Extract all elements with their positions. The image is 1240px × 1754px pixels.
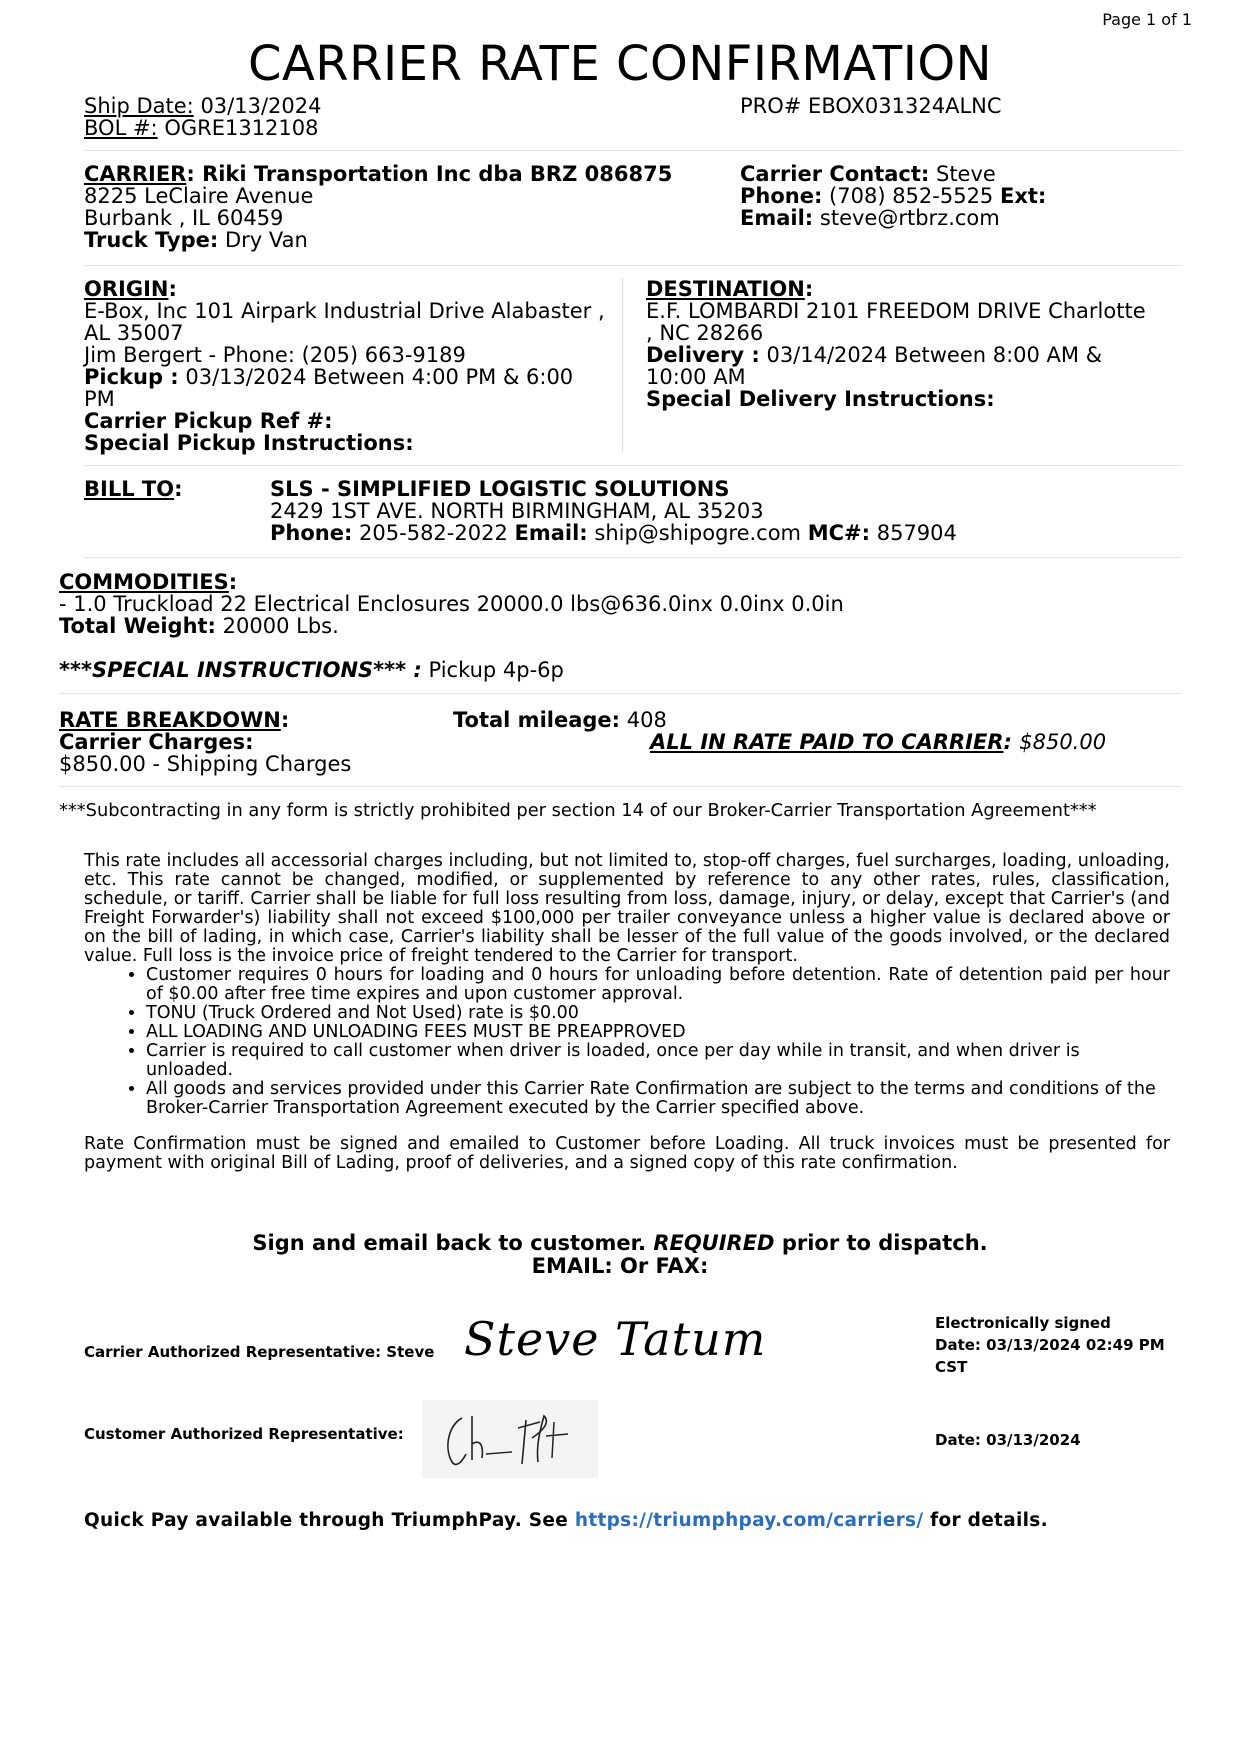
footer-text-after: for details. (930, 1510, 1048, 1531)
rate-breakdown-label: RATE BREAKDOWN (59, 708, 281, 732)
origin-label: ORIGIN (84, 277, 169, 301)
origin-address-2: AL 35007 (84, 321, 184, 345)
divider (59, 693, 1182, 694)
bill-to-label-wrap: BILL TO: (84, 477, 183, 501)
divider (84, 465, 1182, 466)
sign-email-fax: EMAIL: Or FAX: (531, 1254, 709, 1278)
special-delivery-label: Special Delivery Instructions: (646, 387, 995, 411)
carrier-email-row (740, 207, 1046, 229)
total-mileage-label: Total mileage: (453, 708, 621, 732)
special-instructions-label: SPECIAL INSTRUCTIONS (91, 658, 374, 682)
sign-instruction-required: REQUIRED (653, 1231, 775, 1255)
pickup-row (84, 366, 614, 388)
carrier-contact-block (740, 163, 1046, 229)
origin-block: ORIGIN: E-Box, Inc 101 Airpark Industrial Drive Alabaster , AL 35007 Jim Bergert - Phone: (205) 663-9189 Pickup : 03/13/2024 Between 4:00 PM & 6:00 PM Carrier Pickup Ref #: Special Pickup Instructions: (84, 278, 614, 454)
sign-instruction-a: Sign and email back to customer. (252, 1231, 646, 1255)
ship-date-label: Ship Date: (84, 94, 194, 118)
delivery-window: 03/14/2024 Between 8:00 AM & (766, 343, 1103, 367)
commodity-line: - 1.0 Truckload 22 Electrical Enclosures 20000.0 lbs@636.0inx 0.0inx 0.0in (59, 592, 844, 616)
carrier-name-row: CARRIER: Riki Transportation Inc dba BRZ 086875 (84, 162, 673, 186)
triumphpay-link[interactable]: https://triumphpay.com/carriers/ (574, 1510, 924, 1531)
pickup-label: Pickup : (84, 365, 179, 389)
delivery-window-cont: 10:00 AM (646, 365, 746, 389)
footer-text-before: Quick Pay available through TriumphPay. See (84, 1510, 569, 1531)
bill-to-contact-row (270, 522, 957, 544)
all-in-rate-value: $850.00 (1019, 730, 1107, 754)
customer-date: Date: 03/13/2024 (935, 1431, 1081, 1449)
divider (84, 557, 1182, 558)
carrier-label: CARRIER (84, 162, 187, 186)
page-title: CARRIER RATE CONFIRMATION (247, 36, 993, 92)
destination-address-2: , NC 28266 (646, 321, 764, 345)
esign-timezone: CST (935, 1358, 968, 1376)
carrier-ext-label: Ext: (999, 184, 1047, 208)
truck-type-row (84, 229, 672, 251)
legal-bullet: • Carrier is required to call customer when driver is loaded, once per day while in transit, and when driver is unloaded. (146, 1042, 1170, 1080)
page-number: Page 1 of 1 (1102, 10, 1192, 29)
subcontract-notice: ***Subcontracting in any form is strictly prohibited per section 14 of our Broker-Carrier Transportation Agreement*** (59, 800, 1097, 821)
bol-value: OGRE1312108 (164, 116, 319, 140)
total-weight-label: Total Weight: (59, 614, 216, 638)
truck-type-label: Truck Type: (84, 228, 219, 252)
legal-bullet: • Customer requires 0 hours for loading and 0 hours for unloading before detention. Rate of detention paid per hour of $0.00 after free time expires and upon customer approval. (146, 966, 1170, 1004)
legal-paragraph-1: This rate includes all accessorial charges including, but not limited to, stop-off charges, fuel surcharges, loading, unloading, etc. This rate cannot be changed, modified, or supplemented by reference to any other rates, rules, classification, schedule, or tariff. Carrier shall be liable for full loss resulting from loss, damage, injury, or delay, except that Carrier's (and Freight Forwarder's) liability shall not exceed $100,000 per trailer conveyance unless a higher value is declared above or on the bill of lading, in which case, Carrier's liability shall be lesser of the full value of the goods involved, or the declared value. Full loss is the invoice price of freight tendered to the Carrier for transport. (84, 851, 1170, 966)
carrier-phone-row (740, 185, 1046, 207)
quick-pay-footer (84, 1510, 1048, 1531)
pickup-ref-label: Carrier Pickup Ref #: (84, 409, 333, 433)
bol-label: BOL #: (84, 116, 158, 140)
legal-bullet: • TONU (Truck Ordered and Not Used) rate is $0.00 (146, 1004, 1170, 1023)
all-in-rate-row: ALL IN RATE PAID TO CARRIER: $850.00 (650, 730, 1107, 754)
bill-to-block (270, 478, 957, 544)
ship-date-value: 03/13/2024 (200, 94, 322, 118)
destination-address-1: E.F. LOMBARDI 2101 FREEDOM DRIVE Charlotte (646, 299, 1146, 323)
bill-to-email-label: Email: (514, 521, 588, 545)
legal-bullet: • ALL LOADING AND UNLOADING FEES MUST BE PREAPPROVED (146, 1023, 1170, 1042)
bill-to-mc: 857904 (876, 521, 957, 545)
bill-to-email[interactable]: ship@shipogre.com (594, 521, 802, 545)
customer-rep-label: Customer Authorized Representative: (84, 1425, 404, 1443)
bill-to-name: SLS - SIMPLIFIED LOGISTIC SOLUTIONS (270, 477, 730, 501)
carrier-charges-label: Carrier Charges: (59, 730, 254, 754)
special-instructions-row: ***SPECIAL INSTRUCTIONS*** : Pickup 4p-6p (59, 658, 564, 682)
rate-block: RATE BREAKDOWN: Carrier Charges: $850.00 - Shipping Charges (59, 708, 352, 776)
carrier-contact-row (740, 163, 1046, 185)
carrier-rep-label: Carrier Authorized Representative: Steve (84, 1343, 435, 1361)
carrier-address-1: 8225 LeClaire Avenue (84, 184, 314, 208)
carrier-phone-value: (708) 852-5525 (829, 184, 994, 208)
legal-bullets (84, 966, 1170, 1118)
pro-number: PRO# EBOX031324ALNC (740, 94, 1002, 118)
carrier-email-label: Email: (740, 206, 814, 230)
total-weight-value: 20000 Lbs. (222, 614, 339, 638)
total-mileage-value: 408 (626, 708, 667, 732)
charge-line: $850.00 - Shipping Charges (59, 752, 352, 776)
origin-contact: Jim Bergert - Phone: (205) 663-9189 (84, 343, 466, 367)
commodities-block: COMMODITIES: - 1.0 Truckload 22 Electrical Enclosures 20000.0 lbs@636.0inx 0.0inx 0.0in Total Weight: 20000 Lbs. (59, 570, 844, 638)
pickup-window: 03/13/2024 Between 4:00 PM & 6:00 (185, 365, 574, 389)
truck-type-value: Dry Van (224, 228, 308, 252)
esign-block (935, 1312, 1165, 1378)
bill-to-phone-label: Phone: (270, 521, 353, 545)
all-in-rate-label: ALL IN RATE PAID TO CARRIER (650, 730, 1004, 754)
customer-signature-image (422, 1400, 598, 1478)
carrier-block (84, 163, 672, 251)
total-mileage-row (453, 709, 667, 731)
carrier-signature: Steve Tatum (464, 1312, 767, 1366)
special-instructions-value: Pickup 4p-6p (428, 658, 564, 682)
carrier-contact-label: Carrier Contact: (740, 162, 930, 186)
bol-row (84, 117, 319, 139)
divider (59, 786, 1182, 787)
bill-to-mc-label: MC#: (807, 521, 871, 545)
carrier-email-value[interactable]: steve@rtbrz.com (819, 206, 1000, 230)
delivery-row (646, 344, 1186, 366)
origin-address-1: E-Box, Inc 101 Airpark Industrial Drive Alabaster , (84, 299, 605, 323)
total-weight-row (59, 615, 844, 637)
carrier-contact-value: Steve (935, 162, 996, 186)
esign-line-1: Electronically signed (935, 1314, 1111, 1332)
bill-to-address: 2429 1ST AVE. NORTH BIRMINGHAM, AL 35203 (270, 499, 764, 523)
sign-instructions (0, 1232, 1240, 1278)
commodities-label: COMMODITIES (59, 570, 229, 594)
legal-block (84, 852, 1170, 1173)
special-pickup-label: Special Pickup Instructions: (84, 431, 414, 455)
carrier-phone-label: Phone: (740, 184, 823, 208)
divider (84, 150, 1182, 151)
carrier-name: Riki Transportation Inc dba BRZ 086875 (202, 162, 673, 186)
ship-date-row (84, 95, 321, 117)
destination-block: DESTINATION: E.F. LOMBARDI 2101 FREEDOM DRIVE Charlotte , NC 28266 Delivery : 03/14/2024 Between 8:00 AM & 10:00 AM Special Delivery Instructions: (646, 278, 1186, 410)
destination-label: DESTINATION (646, 277, 805, 301)
delivery-label: Delivery : (646, 343, 760, 367)
divider (84, 265, 1182, 266)
bill-to-label: BILL TO (84, 477, 175, 501)
column-divider (622, 278, 623, 452)
legal-paragraph-2: Rate Confirmation must be signed and emailed to Customer before Loading. All truck invoices must be presented for payment with original Bill of Lading, proof of deliveries, and a signed copy of this rate confirmation. (84, 1134, 1170, 1173)
sign-instruction-c: prior to dispatch. (781, 1231, 988, 1255)
pickup-window-cont: PM (84, 387, 115, 411)
legal-bullet: • All goods and services provided under this Carrier Rate Confirmation are subject to the terms and conditions of the Broker-Carrier Transportation Agreement executed by the Carrier specified above. (146, 1080, 1170, 1118)
carrier-address-2: Burbank , IL 60459 (84, 206, 284, 230)
esign-date: Date: 03/13/2024 02:49 PM (935, 1336, 1165, 1354)
bill-to-phone: 205-582-2022 (359, 521, 508, 545)
